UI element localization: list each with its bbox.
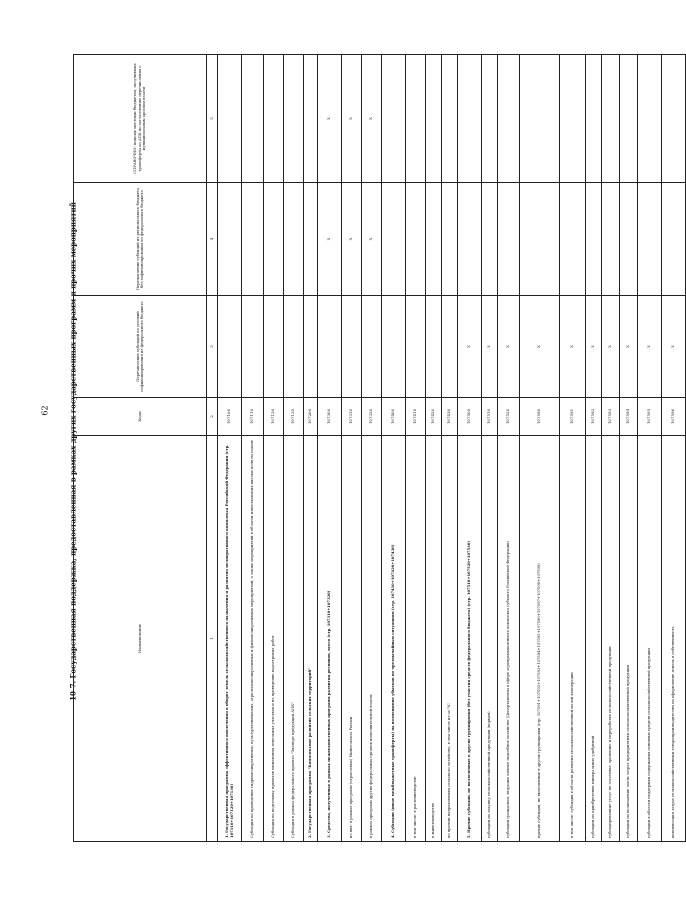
row-col2 (284, 183, 304, 296)
header-name: Наименование (74, 436, 207, 842)
row-col1: X (482, 296, 498, 398)
row-col1 (264, 296, 284, 398)
row-col1: X (662, 296, 686, 398)
header-code: Коды (74, 398, 207, 436)
row-name: субсидии на закупку сельскохозяйственной продукции (кормов) (482, 436, 498, 842)
row-col1: X (586, 296, 602, 398)
row-col1 (442, 296, 458, 398)
table-row (442, 55, 458, 842)
table-row (620, 55, 638, 842)
row-code: 107520 (498, 398, 520, 436)
row-name: Субсидии на проведение гидромелиоративных, культуртехнических, агролесомелиоративных и фитомелиоративных мероприятий, а также мероприятий в области известкования кислых почв на пашне (242, 436, 264, 842)
row-code: 107410 (406, 398, 426, 436)
row-col2 (406, 183, 426, 296)
row-code: 107100 (218, 398, 242, 436)
row-col1 (406, 296, 426, 398)
row-col1 (304, 296, 318, 398)
row-name: субсидии гражданам, ведущим личное подсобное хозяйство (Департаменты в сфере агропромышленного комплекса субъекта Российской Федерации) (498, 436, 520, 842)
row-name: 3. Средства, полученные в рамках межведомственных программ развития регионов, всего (стр. 107310+107320) (318, 436, 342, 842)
row-col3 (560, 55, 586, 183)
row-col1: X (560, 296, 586, 398)
row-col2: X (362, 183, 382, 296)
row-col2 (304, 183, 318, 296)
row-col3 (662, 55, 686, 183)
row-name: 5. Прочие субсидии, не включенные в другие группировки (без участия средств федерального бюджета) (стр. 107510+107520+107530) (458, 436, 482, 842)
row-col1: X (498, 296, 520, 398)
row-col3 (442, 55, 458, 183)
row-name: из них: в рамках программ (отраслевых) Минсельхоза России (342, 436, 362, 842)
index-cell: 3 (207, 296, 218, 398)
row-col2 (264, 183, 284, 296)
row-name: в рамках программ других федеральных органов исполнительной власти (362, 436, 382, 842)
row-col2 (638, 183, 662, 296)
header-col1: Перечисление субсидий из условий софинансирования из федерального бюджета (74, 296, 207, 398)
row-code: 107592 (586, 398, 602, 436)
row-code: 107591 (560, 398, 586, 436)
index-cell: 1 (207, 436, 218, 842)
row-col1 (284, 296, 304, 398)
row-code: 107110 (242, 398, 264, 436)
table-title: 10-7. Государственная поддержка, предоставленная в рамках других государственных программ и прочих мероприятий (68, 202, 78, 701)
rotated-table-wrapper (73, 55, 676, 842)
table-row (602, 55, 620, 842)
row-col3 (406, 55, 426, 183)
row-col1: X (458, 296, 482, 398)
table-row (318, 55, 342, 842)
row-col2 (458, 183, 482, 296)
table-row (242, 55, 264, 842)
row-col2 (442, 183, 458, 296)
row-code: 107420 (426, 398, 442, 436)
index-cell: 5 (207, 55, 218, 183)
row-code: 107595 (638, 398, 662, 436)
row-code: 107594 (620, 398, 638, 436)
row-col2 (382, 183, 406, 296)
row-code: 107200 (304, 398, 318, 436)
row-col1: X (520, 296, 560, 398)
row-code: 107590 (520, 398, 560, 436)
row-col3: X (362, 55, 382, 183)
row-code: 107310 (342, 398, 362, 436)
row-col2 (426, 183, 442, 296)
row-code: 107510 (482, 398, 498, 436)
row-name: прочие субсидии, не включенные в другие группировки (стр. 107591+107592+107593+107594+107595+107596+107597+107598+107599) (520, 436, 560, 842)
table-row (264, 55, 284, 842)
row-col2: X (342, 183, 362, 296)
row-name: по прочим направлениям сельского хозяйства, в том числе из-за ЧС (442, 436, 458, 842)
row-name: в том числе: субсидии в области развития сельскохозяйственной малой кооперации (560, 436, 586, 842)
row-code: 107320 (362, 398, 382, 436)
page-number: 62 (40, 405, 50, 416)
row-col2 (498, 183, 520, 296)
table-row (362, 55, 382, 842)
row-col2 (662, 183, 686, 296)
table-row (382, 55, 406, 842)
row-col3 (242, 55, 264, 183)
header-col3: СПРАВОЧНО: помощь местным бюджетам, получивших трансферты из АПК по согласованию перечисления с муниципальным органом власти (74, 55, 207, 183)
row-col2 (242, 183, 264, 296)
row-col3 (586, 55, 602, 183)
row-col2 (560, 183, 586, 296)
row-col3 (602, 55, 620, 183)
row-col1 (426, 296, 442, 398)
row-col2 (218, 183, 242, 296)
table-body (218, 55, 686, 842)
table-row (520, 55, 560, 842)
row-name: субсидии на возмещение части затрат предприятиям сельскохозяйственной продукции (620, 436, 638, 842)
row-col3 (520, 55, 560, 183)
row-name: в том числе: в растениеводстве (406, 436, 426, 842)
row-col1 (218, 296, 242, 398)
row-col2 (482, 183, 498, 296)
row-col1: X (602, 296, 620, 398)
row-col3 (482, 55, 498, 183)
row-col1 (382, 296, 406, 398)
row-code: 107430 (442, 398, 458, 436)
table-row (458, 55, 482, 842)
header-row (74, 55, 207, 842)
row-col2: X (318, 183, 342, 296)
row-col1: X (620, 296, 638, 398)
table-row (482, 55, 498, 842)
row-col3 (458, 55, 482, 183)
row-code: 107300 (318, 398, 342, 436)
table-row (342, 55, 362, 842)
table-row (304, 55, 318, 842)
row-name: субсидии в области поддержки содержания основных средств сельскохозяйственной продукции (638, 436, 662, 842)
row-col1 (242, 296, 264, 398)
row-name: 4. Субсидии (иные межбюджетные трансферты) на возмещение убытков по чрезвычайным ситуациям (стр. 107410+107420+107430) (382, 436, 406, 842)
table-row (426, 55, 442, 842)
row-col2 (620, 183, 638, 296)
table-row (638, 55, 662, 842)
row-name: Субсидии на подготовку проектов межевания земельных участков и на проведение кадастровых работ (264, 436, 284, 842)
row-col3 (304, 55, 318, 183)
table-row (498, 55, 520, 842)
row-name: субсидированные услуг по заготовке, хранению и переработке сельскохозяйственной продукции (602, 436, 620, 842)
index-cell: 4 (207, 183, 218, 296)
row-col2 (602, 183, 620, 296)
row-name: компенсация затрат сельскохозяйственным товаропроизводителям на оформление земель в собственность (662, 436, 686, 842)
row-col3 (498, 55, 520, 183)
row-code: 107400 (382, 398, 406, 436)
row-col3: X (318, 55, 342, 183)
row-name: Субсидии в рамках федерального проекта "Экспорт продукции АПК" (284, 436, 304, 842)
row-code: 107500 (458, 398, 482, 436)
support-table (73, 54, 686, 842)
row-name: субсидии на приобретение минеральных удобрений (586, 436, 602, 842)
row-col3 (382, 55, 406, 183)
row-code: 107120 (264, 398, 284, 436)
row-col3 (638, 55, 662, 183)
header-col2: Перечисление субсидий из регионального бюджета без софинансирования из федерального бюджета (74, 183, 207, 296)
row-col2 (586, 183, 602, 296)
column-index-row (207, 55, 218, 842)
row-code: 107593 (602, 398, 620, 436)
row-col3: X (342, 55, 362, 183)
row-col3 (426, 55, 442, 183)
row-col1 (342, 296, 362, 398)
row-col3 (264, 55, 284, 183)
index-cell: 2 (207, 398, 218, 436)
row-col3 (620, 55, 638, 183)
row-col1: X (638, 296, 662, 398)
row-col1 (318, 296, 342, 398)
table-row (586, 55, 602, 842)
table-row (662, 55, 686, 842)
table-row (560, 55, 586, 842)
row-name: в животноводстве (426, 436, 442, 842)
row-code: 107596 (662, 398, 686, 436)
table-row (218, 55, 242, 842)
row-col3 (218, 55, 242, 183)
row-code: 107130 (284, 398, 304, 436)
row-name: 1. Государственная программа эффективного вовлечения в оборот земель сельскохозяйственного назначения и развития мелиоративного комплекса Российской Федерации (стр. 107110+107120+107130) (218, 436, 242, 842)
row-name: 2. Государственная программа "Комплексное развитие сельских территорий" (304, 436, 318, 842)
table-row (284, 55, 304, 842)
row-col3 (284, 55, 304, 183)
row-col1 (362, 296, 382, 398)
row-col2 (520, 183, 560, 296)
table-row (406, 55, 426, 842)
